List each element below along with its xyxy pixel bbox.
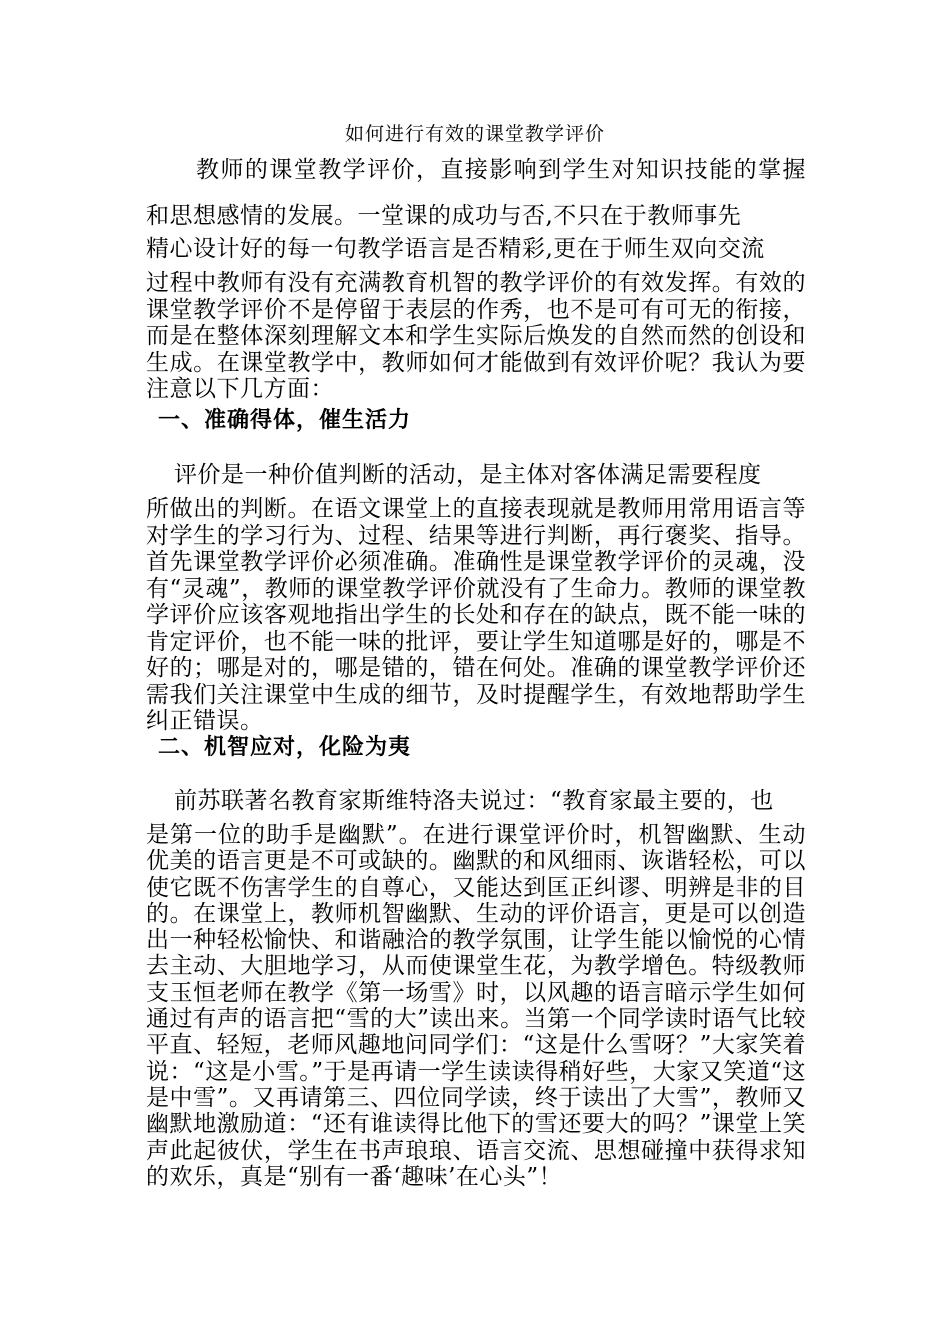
section-2-paragraph-body: 是第一位的助手是幽默”。在进行课堂评价时，机智幽默、生动优美的语言更是不可或缺的。幽默的和风细雨、诙谐轻松，可以使它既不伤害学生的自尊心，又能达到匡正纠谬、明辨是非的目的。在课堂上，教师机智幽默、生动的评价语言，更是可以创造出一种轻松愉快、和谐融洽的教学氛围，让学生能以愉悦的心情去主动、大胆地学习，从而使课堂生花，为教学增色。特级教师支玉恒老师在教学《第一场雪》时，以风趣的语言暗示学生如何通过有声的语言把“雪的大”读出来。当第一个同学读时语气比较平直、轻短，老师风趣地问同学们：“这是什么雪呀？”大家笑着说：“这是小雪。”于是再请一学生读读得稍好些，大家又笑道“这是中雪”。又再请第三、四位同学读，终于读出了大雪”，教师又幽默地激励道：“还有谁读得比他下的雪还要大的吗？”课堂上笑声此起彼伏，学生在书声琅琅、语言交流、思想碰撞中获得求知的欢乐，真是“别有一番‘趣味’在心头”！ (146, 822, 806, 1190)
intro-paragraph-part-1: 教师的课堂教学评价，直接影响到学生对知识技能的掌握和思想感情的发展。一堂课的成功与否,不只在于教师事先 (146, 157, 806, 229)
section-2-heading: 二、机智应对，化险为夷 (158, 735, 412, 760)
intro-paragraph-part-2: 精心设计好的每一句教学语言是否精彩,更在于师生双向交流 (146, 236, 765, 262)
intro-paragraph-part-3: 过程中教师有没有充满教育机智的教学评价的有效发挥。有效的课堂教学评价不是停留于表层的作秀，也不是可有可无的衔接，而是在整体深刻理解文本和学生实际后焕发的自然而然的创设和生成。在课堂教学中，教师如何才能做到有效评价呢？我认为要注意以下几方面： (146, 270, 806, 402)
section-1-paragraph-first-line: 评价是一种价值判断的活动，是主体对客体满足需要程度 (174, 462, 762, 488)
section-2-paragraph-first-line: 前苏联著名教育家斯维特洛夫说过：“教育家最主要的，也 (174, 788, 774, 814)
section-1-heading: 一、准确得体，催生活力 (158, 408, 412, 433)
document-title: 如何进行有效的课堂教学评价 (344, 123, 605, 145)
section-1-paragraph-body: 所做出的判断。在语文课堂上的直接表现就是教师用常用语言等对学生的学习行为、过程、结果等进行判断，再行褒奖、指导。首先课堂教学评价必须准确。准确性是课堂教学评价的灵魂，没有“灵魂”，教师的课堂教学评价就没有了生命力。教师的课堂教学评价应该客观地指出学生的长处和存在的缺点，既不能一味的肯定评价，也不能一味的批评，要让学生知道哪是好的，哪是不好的；哪是对的，哪是错的，错在何处。准确的课堂教学评价还需我们关注课堂中生成的细节，及时提醒学生，有效地帮助学生纠正错误。 (146, 496, 806, 734)
